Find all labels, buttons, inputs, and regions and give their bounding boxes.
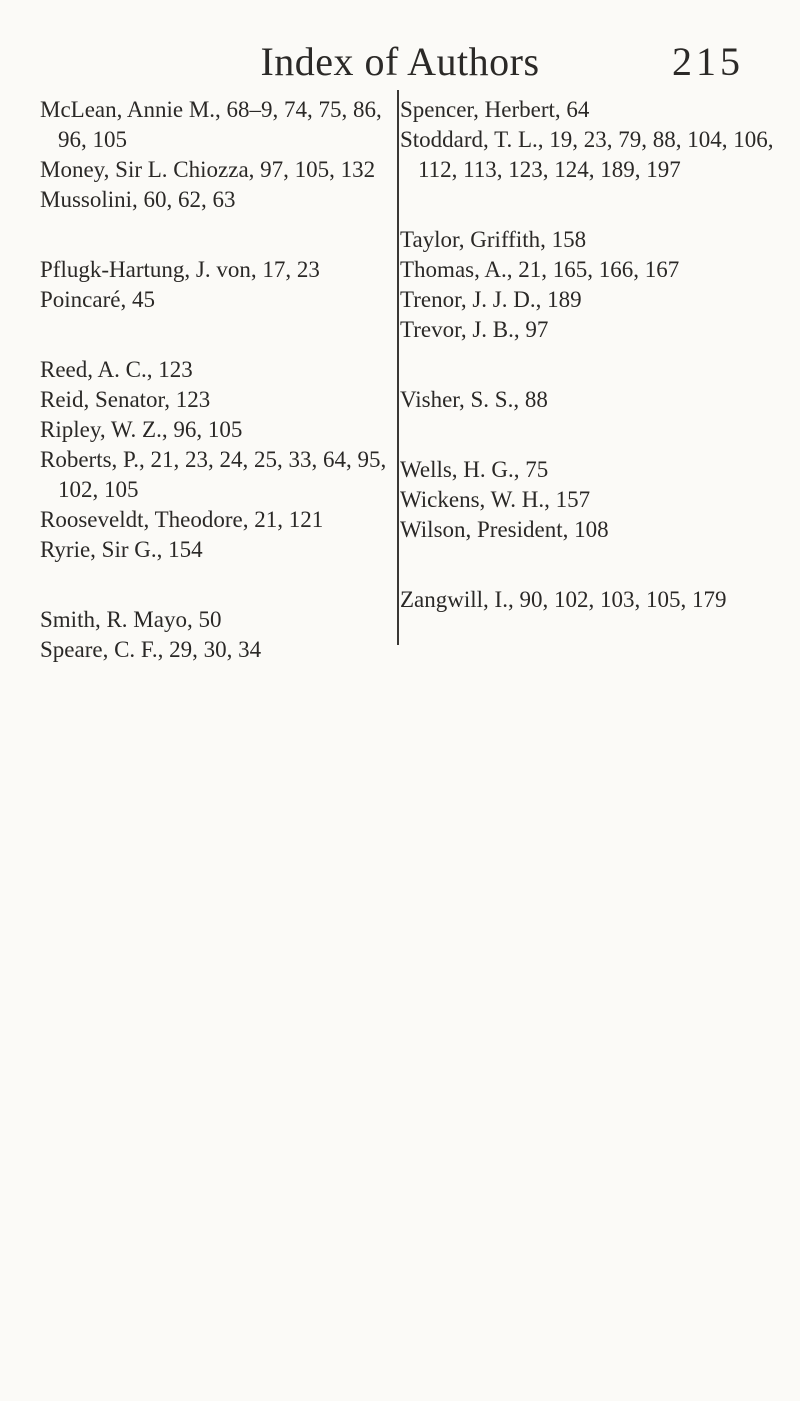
index-entry: Rooseveldt, Theodore, 21, 121	[40, 507, 324, 532]
index-entry: Speare, C. F., 29, 30, 34	[40, 637, 262, 662]
index-group-p	[40, 255, 390, 315]
index-group-r	[40, 355, 390, 565]
index-entry: Wells, H. G., 75	[400, 457, 549, 482]
index-entry: Smith, R. Mayo, 50	[40, 607, 222, 632]
index-group-s	[40, 605, 390, 665]
index-column-right	[400, 95, 795, 655]
index-group-w	[400, 455, 795, 545]
index-group-v	[400, 385, 795, 415]
index-entry: Wickens, W. H., 157	[400, 487, 591, 512]
page-number: 215	[672, 39, 744, 84]
index-entry: Poincaré, 45	[40, 287, 155, 312]
index-entry: Wilson, President, 108	[400, 517, 609, 542]
index-entry: Ryrie, Sir G., 154	[40, 537, 203, 562]
index-entry: Thomas, A., 21, 165, 166, 167	[400, 257, 680, 282]
index-entry: Money, Sir L. Chiozza, 97, 105, 132	[40, 157, 376, 182]
index-entry: Ripley, W. Z., 96, 105	[40, 417, 243, 442]
index-entry: Trenor, J. J. D., 189	[400, 287, 582, 312]
index-group-t	[400, 225, 795, 345]
index-entry: Mussolini, 60, 62, 63	[40, 187, 236, 212]
index-group-m	[40, 95, 390, 215]
index-entry: Stoddard, T. L., 19, 23, 79, 88, 104, 106, 112, 113, 123, 124, 189, 197	[400, 127, 774, 182]
index-entry: Zangwill, I., 90, 102, 103, 105, 179	[400, 587, 727, 612]
index-entry: Roberts, P., 21, 23, 24, 25, 33, 64, 95, 102, 105	[40, 447, 387, 502]
index-group-z	[400, 585, 795, 615]
column-divider	[397, 90, 399, 645]
index-entry: Reed, A. C., 123	[40, 357, 193, 382]
page-header	[0, 38, 800, 98]
index-column-left	[40, 95, 390, 705]
index-entry: Visher, S. S., 88	[400, 387, 548, 412]
index-entry: McLean, Annie M., 68–9, 74, 75, 86, 96, 105	[40, 97, 382, 152]
index-entry: Reid, Senator, 123	[40, 387, 211, 412]
index-entry: Pflugk-Hartung, J. von, 17, 23	[40, 257, 320, 282]
index-entry: Taylor, Griffith, 158	[400, 227, 587, 252]
index-entry: Trevor, J. B., 97	[400, 317, 549, 342]
index-entry: Spencer, Herbert, 64	[400, 97, 590, 122]
index-group-s-cont	[400, 95, 795, 185]
page-title: Index of Authors	[260, 39, 540, 84]
